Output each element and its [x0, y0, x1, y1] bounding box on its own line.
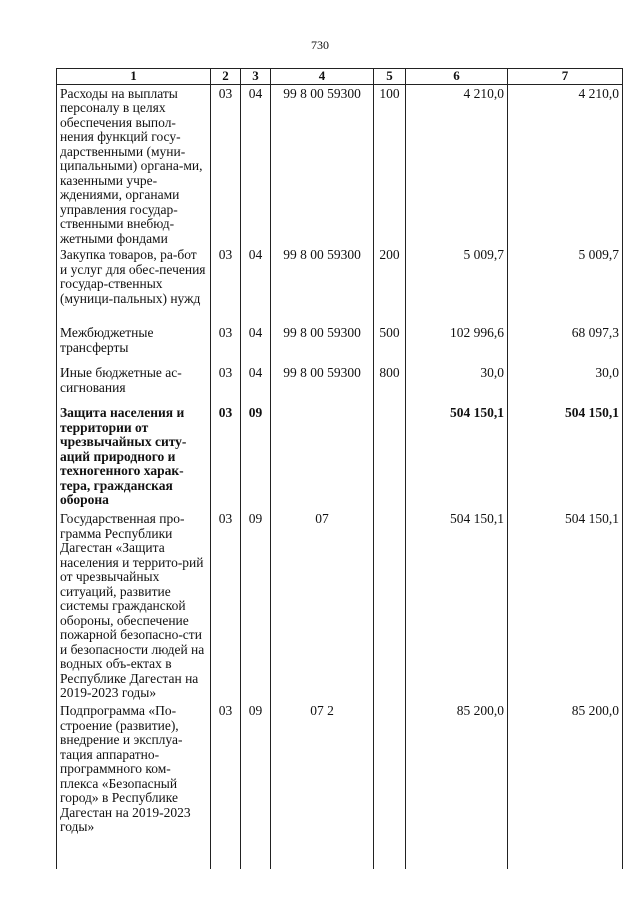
amount-col7-cell: 30,0	[508, 364, 623, 404]
amount-col7-cell: 68 097,3	[508, 324, 623, 364]
page-number: 730	[311, 38, 329, 52]
section-code-cell: 03	[211, 364, 241, 404]
subsection-code-cell: 04	[241, 246, 271, 324]
row-name-cell: Закупка товаров, ра-бот и услуг для обес-печения государ-ственных (муници-пальных) нужд	[57, 246, 211, 324]
subsection-code-cell: 04	[241, 84, 271, 246]
row-name-cell: Иные бюджетные ас-сигнования	[57, 364, 211, 404]
expense-type-cell: 800	[374, 364, 406, 404]
column-header: 1	[57, 69, 211, 85]
row-name-cell: Расходы на выплаты персоналу в целях обеспечения выпол-нения функций госу-дарственными (муни-ципальными) органа-ми, казенными учре-ждениями, органами управления государ-ственными внебюд-жетными фондами	[57, 84, 211, 246]
section-code-cell: 03	[211, 84, 241, 246]
target-article-cell: 99 8 00 59300	[271, 364, 374, 404]
section-code-cell: 03	[211, 324, 241, 364]
section-code-cell: 03	[211, 702, 241, 869]
column-header: 2	[211, 69, 241, 85]
table-row	[57, 510, 623, 702]
table-row	[57, 702, 623, 869]
expense-type-cell	[374, 404, 406, 510]
amount-col7-cell: 504 150,1	[508, 404, 623, 510]
amount-col6-cell: 85 200,0	[406, 702, 508, 869]
expense-type-cell: 100	[374, 84, 406, 246]
subsection-code-cell: 09	[241, 510, 271, 702]
table-row	[57, 404, 623, 510]
amount-col7-cell: 504 150,1	[508, 510, 623, 702]
amount-col6-cell: 5 009,7	[406, 246, 508, 324]
target-article-cell: 99 8 00 59300	[271, 84, 374, 246]
subsection-code-cell: 09	[241, 702, 271, 869]
expense-type-cell	[374, 510, 406, 702]
section-code-cell: 03	[211, 404, 241, 510]
column-header: 6	[406, 69, 508, 85]
table-row	[57, 246, 623, 324]
table-row	[57, 364, 623, 404]
row-name-cell: Защита населения и территории от чрезвычайных ситу-аций природного и техногенного харак-тера, гражданская оборона	[57, 404, 211, 510]
amount-col7-cell: 4 210,0	[508, 84, 623, 246]
amount-col6-cell: 30,0	[406, 364, 508, 404]
amount-col7-cell: 5 009,7	[508, 246, 623, 324]
budget-table	[56, 68, 623, 869]
column-header: 7	[508, 69, 623, 85]
section-code-cell: 03	[211, 246, 241, 324]
subsection-code-cell: 04	[241, 324, 271, 364]
target-article-cell: 99 8 00 59300	[271, 324, 374, 364]
table-row	[57, 84, 623, 246]
table-body	[57, 84, 623, 869]
column-header: 4	[271, 69, 374, 85]
row-name-cell: Межбюджетные трансферты	[57, 324, 211, 364]
row-name-cell: Подпрограмма «По-строение (развитие), внедрение и эксплуа-тация аппаратно-программного ком-плекса «Безопасный город» в Республике Дагестан на 2019-2023 годы»	[57, 702, 211, 869]
expense-type-cell: 500	[374, 324, 406, 364]
subsection-code-cell: 04	[241, 364, 271, 404]
target-article-cell	[271, 404, 374, 510]
amount-col6-cell: 504 150,1	[406, 510, 508, 702]
subsection-code-cell: 09	[241, 404, 271, 510]
target-article-cell: 99 8 00 59300	[271, 246, 374, 324]
column-header: 5	[374, 69, 406, 85]
amount-col6-cell: 4 210,0	[406, 84, 508, 246]
target-article-cell: 07 2	[271, 702, 374, 869]
amount-col6-cell: 102 996,6	[406, 324, 508, 364]
table-header-row	[57, 69, 623, 85]
row-name-cell: Государственная про-грамма Республики Дагестан «Защита населения и террито-рий от чрезвычайных ситуаций, развитие системы гражданской обороны, обеспечение пожарной безопасно-сти и безопасности людей на водных объ-ектах в Республике Дагестан на 2019-2023 годы»	[57, 510, 211, 702]
table-row	[57, 324, 623, 364]
expense-type-cell	[374, 702, 406, 869]
amount-col7-cell: 85 200,0	[508, 702, 623, 869]
target-article-cell: 07	[271, 510, 374, 702]
section-code-cell: 03	[211, 510, 241, 702]
column-header: 3	[241, 69, 271, 85]
amount-col6-cell: 504 150,1	[406, 404, 508, 510]
expense-type-cell: 200	[374, 246, 406, 324]
